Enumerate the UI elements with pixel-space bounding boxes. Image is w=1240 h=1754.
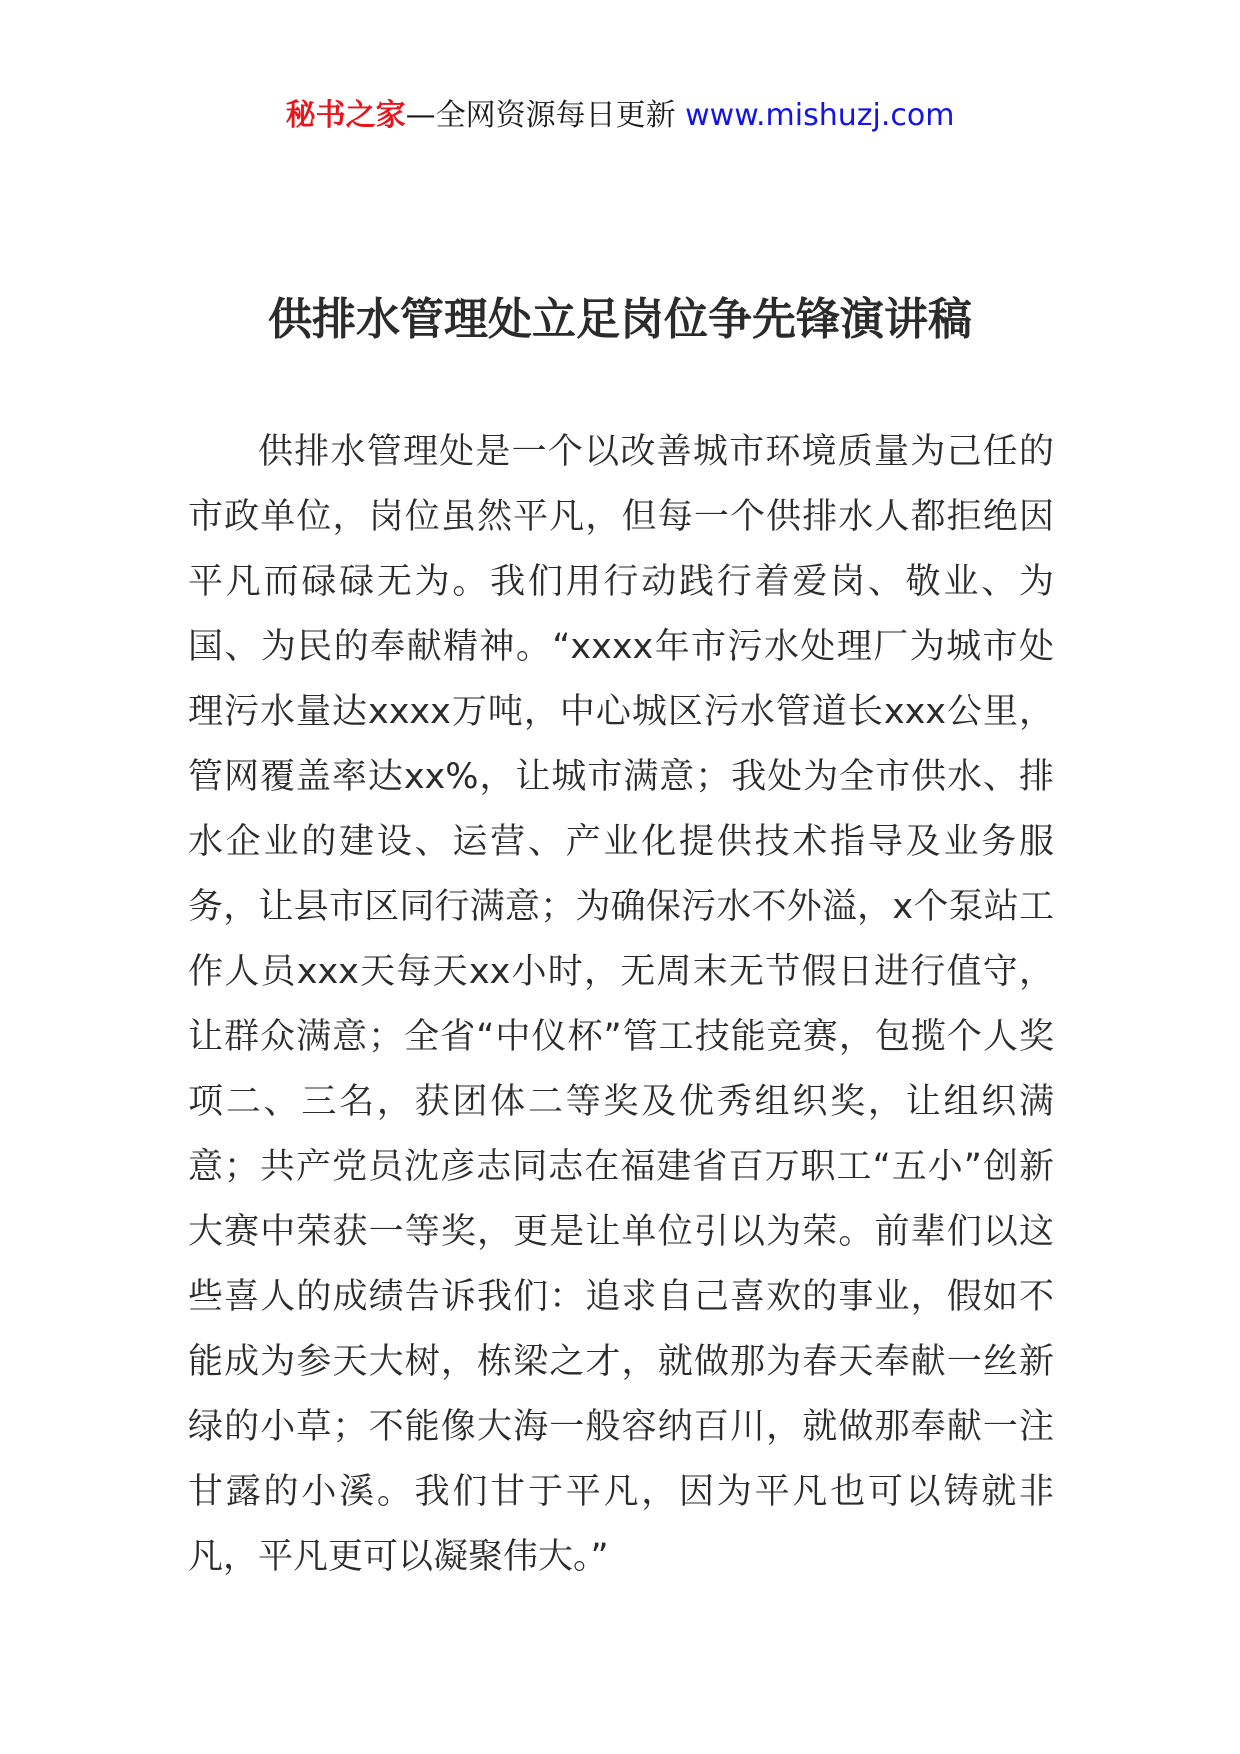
header-slogan: —全网资源每日更新 — [405, 98, 676, 133]
website-link[interactable]: www.mishuzj.com — [685, 98, 955, 133]
document-title: 供排水管理处立足岗位争先锋演讲稿 — [268, 294, 972, 345]
brand-name: 秘书之家 — [285, 98, 406, 133]
page-header — [0, 96, 1240, 136]
body-paragraph: 供排水管理处是一个以改善城市环境质量为己任的市政单位，岗位虽然平凡，但每一个供排水人都拒绝因平凡而碌碌无为。我们用行动践行着爱岗、敬业、为国、为民的奉献精神。“xxxx年市污水处理厂为城市处理污水量达xxxx万吨，中心城区污水管道长xxx公里，管网覆盖率达xx%，让城市满意；我处为全市供水、排水企业的建设、运营、产业化提供技术指导及业务服务，让县市区同行满意；为确保污水不外溢，x个泵站工作人员xxx天每天xx小时，无周末无节假日进行值守，让群众满意；全省“中仪杯”管工技能竞赛，包揽个人奖项二、三名，获团体二等奖及优秀组织奖，让组织满意；共产党员沈彦志同志在福建省百万职工“五小”创新大赛中荣获一等奖，更是让单位引以为荣。前辈们以这些喜人的成绩告诉我们：追求自己喜欢的事业，假如不能成为参天大树，栋梁之才，就做那为春天奉献一丝新绿的小草；不能像大海一般容纳百川，就做那奉献一注甘露的小溪。我们甘于平凡，因为平凡也可以铸就非凡，平凡更可以凝聚伟大。” — [188, 432, 1054, 1577]
